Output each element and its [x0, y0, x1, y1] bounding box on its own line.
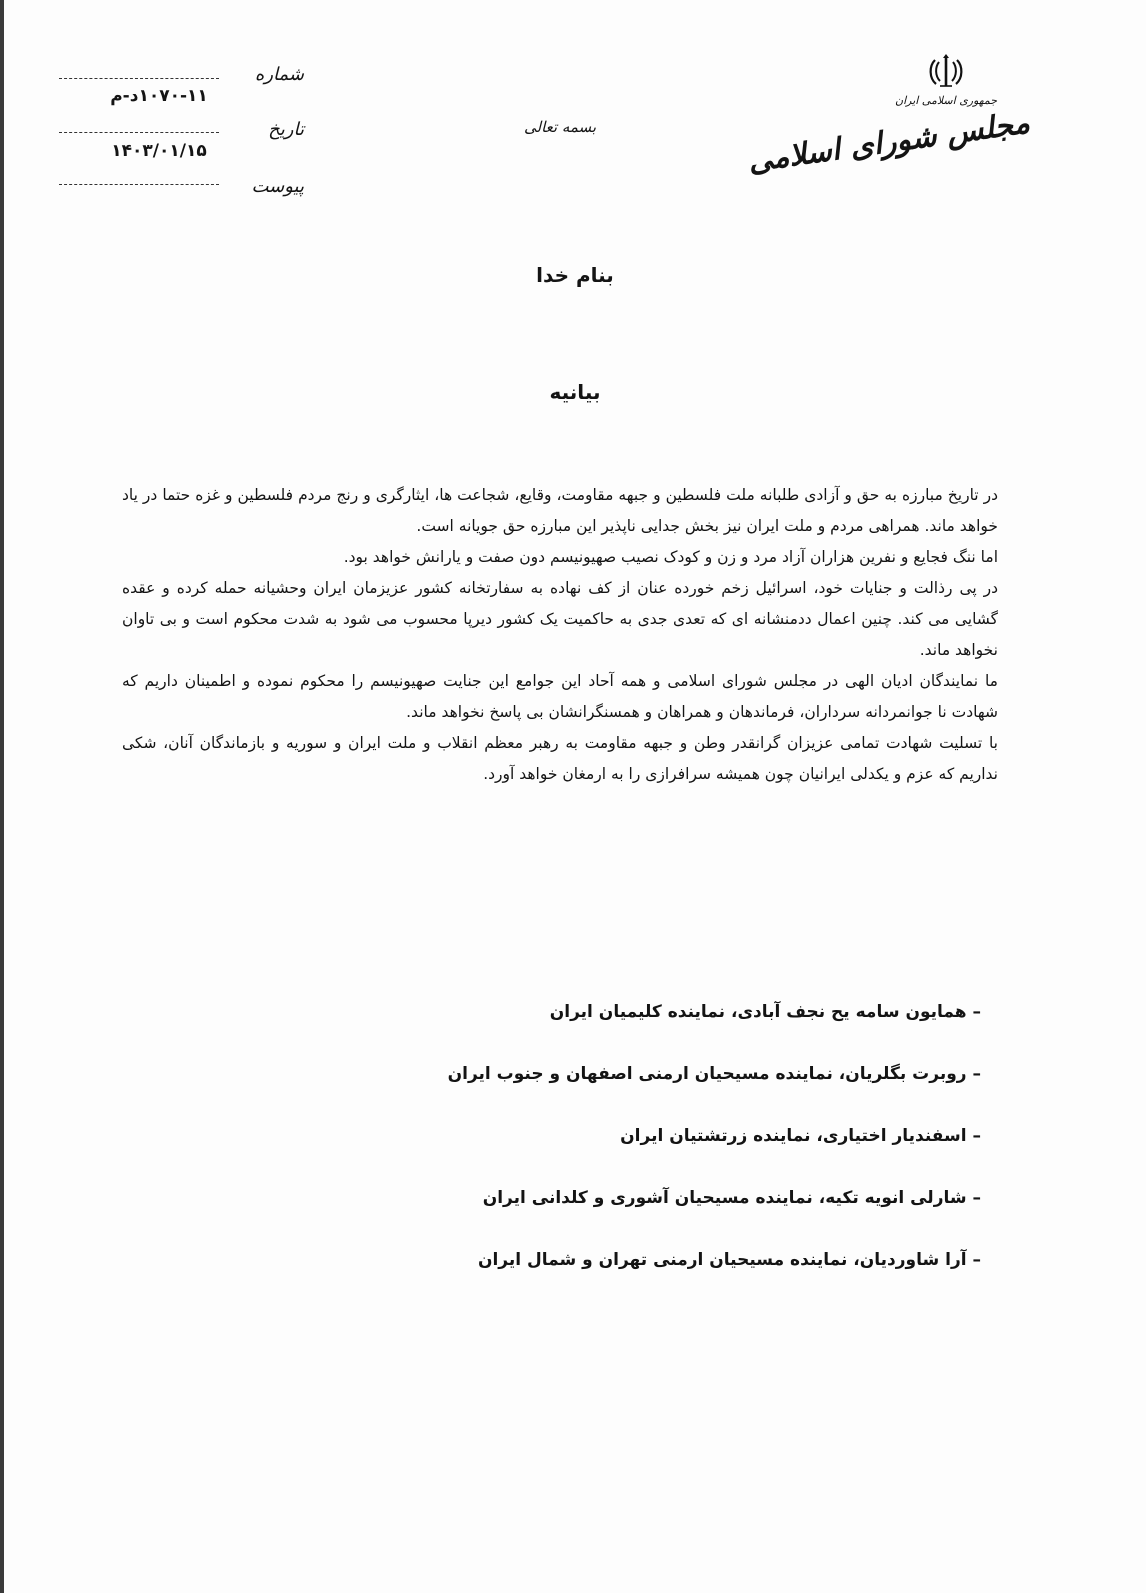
statement-body [122, 480, 998, 790]
signatory: – آرا شاوردیان، نماینده مسیحیان ارمنی تهران و شمال ایران [477, 1250, 981, 1270]
divider [59, 78, 219, 79]
signatory: – اسفندیار اختیاری، نماینده زرتشتیان ایران [620, 1126, 981, 1146]
parliament-name: مجلس شورای اسلامی [745, 105, 1032, 180]
signatory: – روبرت بگلریان، نماینده مسیحیان ارمنی اصفهان و جنوب ایران [447, 1064, 981, 1084]
body-paragraph: در پی رذالت و جنایات خود، اسرائیل زخم خورده عنان از کف نهاده به سفارتخانه کشور عزیزمان ایران وحشیانه حمله کرده و عقده گشایی می کند. چنین اعمال ددمنشانه ای که تعدی جدی به حاکمیت یک کشور دیرپا محسوب می شود به شدت محکوم است و بی تاوان نخواهد ماند. [122, 579, 998, 659]
reference-block [59, 62, 304, 212]
number-value: ۱۰۷۰-۱۱د-م [110, 86, 208, 106]
body-paragraph: در تاریخ مبارزه به حق و آزادی طلبانه ملت فلسطین و جبهه مقاومت، وقایع، شجاعت ها، ایثارگری و رنج مردم فلسطین و غزه حتما در یاد خواهد ماند. همراهی مردم و ملت ایران نیز بخش جدایی ناپذیر این مبارزه حق جویانه است. [122, 486, 998, 535]
heading-bismillah: بنام خدا [536, 263, 614, 287]
divider [59, 132, 219, 133]
body-paragraph: ما نمایندگان ادیان الهی در مجلس شورای اسلامی و همه آحاد این جوامع این جنایت صهیونیسم را محکوم نموده و اطمینان داریم که شهادت نا جوانمردانه سرداران، فرماندهان و همراهان و همسنگرانشان بی پاسخ نخواهد ماند. [122, 672, 998, 721]
letterhead [745, 52, 1032, 180]
heading-statement: بیانیه [549, 380, 601, 404]
body-paragraph: اما ننگ فجایع و نفرین هزاران آزاد مرد و زن و کودک نصیب صهیونیسم دون صفت و یارانش خواهد بود. [343, 548, 998, 566]
attachment-label: پیوست [251, 176, 304, 197]
signatory: – شارلی انویه تکیه، نماینده مسیحیان آشوری و کلدانی ایران [482, 1188, 981, 1208]
iran-emblem-icon [926, 52, 966, 92]
invocation-small: بسمه تعالی [524, 118, 597, 136]
number-label: شماره [254, 64, 304, 85]
republic-name: جمهوری اسلامی ایران [894, 94, 998, 107]
body-paragraph: با تسلیت شهادت تمامی عزیزان گرانقدر وطن و جبهه مقاومت به رهبر معظم انقلاب و ملت ایران و سوریه و بازماندگان آنان، شکی نداریم که عزم و یکدلی ایرانیان چون همیشه سرافرازی را به ارمغان خواهد آورد. [122, 734, 998, 783]
signatories-list [381, 995, 981, 1305]
date-label: تاریخ [268, 119, 304, 140]
signatory: – همایون سامه یح نجف آبادی، نماینده کلیمیان ایران [549, 1002, 981, 1022]
divider [59, 184, 219, 185]
date-value: ۱۴۰۳/۰۱/۱۵ [111, 141, 207, 161]
